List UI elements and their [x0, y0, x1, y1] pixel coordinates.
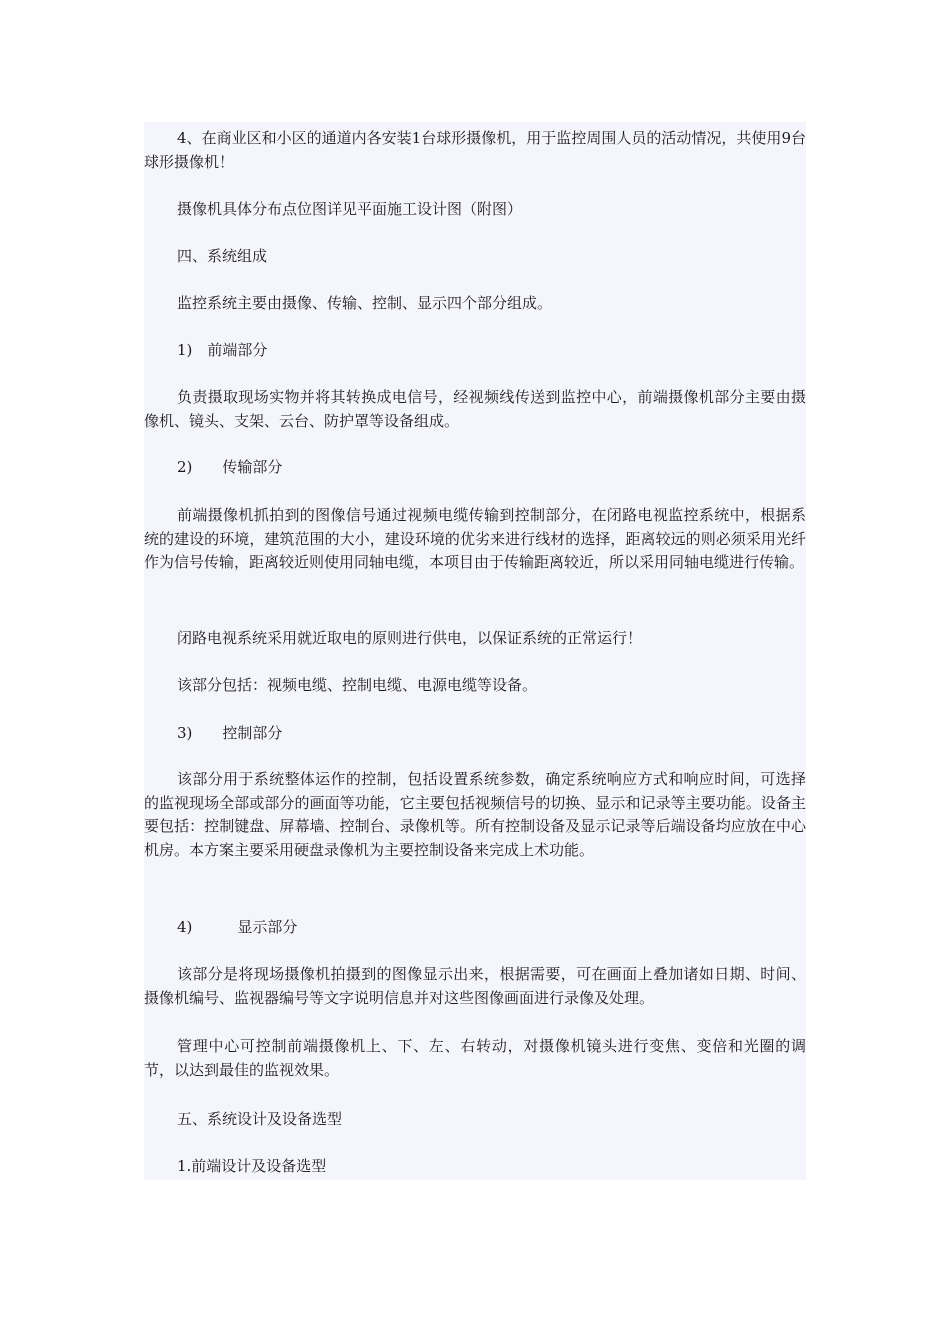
paragraph-control: 该部分用于系统整体运作的控制，包括设置系统参数，确定系统响应方式和响应时间，可选择的监视现场全部或部分的画面等功能，它主要包括视频信号的切换、显示和记录等主要功能。设备主要包括：控制键盘、屏幕墙、控制台、录像机等。所有控制设备及显示记录等后端设备均应放在中心机房。本方案主要采用硬盘录像机为主要控制设备来完成上术功能。: [144, 770, 806, 859]
paragraph-management-center: 管理中心可控制前端摄像机上、下、左、右转动，对摄像机镜头进行变焦、变倍和光圈的调节，以达到最佳的监视效果。: [144, 1037, 806, 1079]
paragraph-layout-reference: 摄像机具体分布点位图详见平面施工设计图（附图）: [177, 200, 523, 218]
paragraph-front-end: 负责摄取现场实物并将其转换成电信号，经视频线传送到监控中心，前端摄像机部分主要由摄像机、镜头、支架、云台、防护罩等设备组成。: [144, 388, 806, 430]
heading-front-end: 1) 前端部分: [177, 341, 268, 359]
paragraph-system-overview: 监控系统主要由摄像、传输、控制、显示四个部分组成。: [177, 294, 553, 312]
heading-display: 4) 显示部分: [177, 918, 298, 936]
heading-system-design: 五、系统设计及设备选型: [177, 1110, 343, 1128]
heading-front-end-design: 1.前端设计及设备选型: [177, 1157, 327, 1175]
paragraph-transmission: 前端摄像机抓拍到的图像信号通过视频电缆传输到控制部分，在闭路电视监控系统中，根据系统的建设的环境，建筑范围的大小，建设环境的优劣来进行线材的选择，距离较远的则必须采用光纤作为信号传输，距离较近则使用同轴电缆，本项目由于传输距离较近，所以采用同轴电缆进行传输。: [144, 506, 806, 571]
paragraph-camera-install: 4、在商业区和小区的通道内各安装1台球形摄像机，用于监控周围人员的活动情况，共使用9台球形摄像机！: [144, 129, 806, 171]
heading-transmission: 2) 传输部分: [177, 458, 283, 476]
document-page: [144, 122, 806, 1180]
paragraph-transmission-items: 该部分包括：视频电缆、控制电缆、电源电缆等设备。: [177, 676, 538, 694]
heading-control: 3) 控制部分: [177, 724, 283, 742]
paragraph-power-supply: 闭路电视系统采用就近取电的原则进行供电，以保证系统的正常运行！: [177, 629, 643, 647]
heading-system-composition: 四、系统组成: [177, 247, 268, 265]
paragraph-display: 该部分是将现场摄像机拍摄到的图像显示出来，根据需要，可在画面上叠加诸如日期、时间、摄像机编号、监视器编号等文字说明信息并对这些图像画面进行录像及处理。: [144, 965, 806, 1007]
